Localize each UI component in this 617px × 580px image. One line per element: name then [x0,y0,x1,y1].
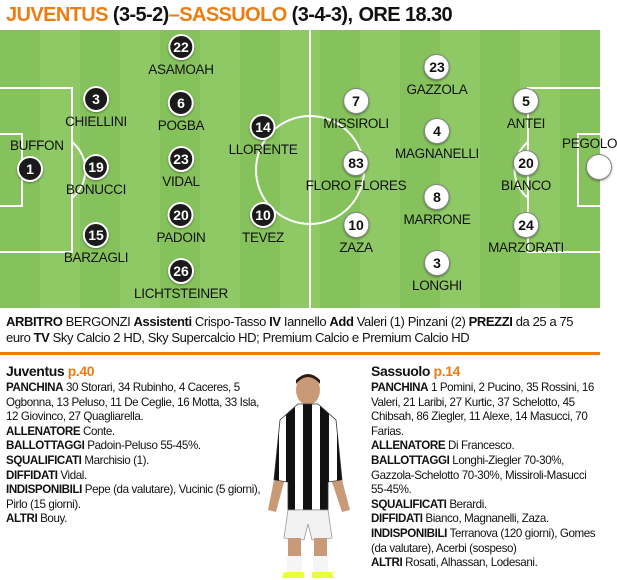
sassuolo-title [371,362,597,380]
player-name: LONGHI [412,278,462,293]
others-line [371,556,597,571]
shirt-number: 10 [250,202,276,228]
warned-label: DIFFIDATI [371,512,423,526]
player-name: CHIELLINI [65,114,127,129]
shirt-number: 10 [343,212,369,238]
player-away-3 [412,250,462,293]
shirt-number: 15 [83,222,109,248]
sassuolo-info [371,362,597,571]
suspended-label: SQUALIFICATI [6,453,82,467]
doubts-value: Longhi-Ziegler 70-30%, Gazzola-Schelotto 70-30%, Missiroli-Masucci 55-45%. [371,453,587,497]
shirt-number: 3 [424,250,450,276]
doubts-label: BALLOTTAGGI [6,439,85,453]
bench-value: 1 Pomini, 2 Pucino, 35 Rossini, 16 Valeri, 21 Laribi, 27 Kurtic, 37 Schelotto, 45 Chibsah, 86 Ziegler, 11 Alexe, 14 Masucci, 70 Farias. [371,381,594,438]
home-formation: (3-5-2) [112,3,169,26]
player-name: MARRONE [403,212,471,227]
referee-label: ARBITRO [6,314,63,329]
player-name: MISSIROLI [323,116,389,131]
away-team-name: SASSUOLO [179,3,287,26]
player-home-14 [229,114,298,157]
player-away-83 [306,150,407,193]
match-header [0,0,600,30]
fourth-official-label: IV [269,314,281,329]
suspended-value: Berardi. [446,497,487,511]
shirt-number: 20 [168,202,194,228]
page-ref: p.14 [433,363,460,379]
juventus-title [6,362,261,380]
player-name: TEVEZ [241,230,285,245]
fourth-official-value: Iannello [280,314,330,329]
doubts-line [371,454,597,498]
unavailable-value: Pepe (da valutare), Vucinic (5 giorni), Pirlo (15 giorni). [6,483,261,511]
unavailable-line [371,527,597,556]
warned-line [371,512,597,527]
assistants-value: Crispo-Tasso [191,314,270,329]
player-name: BARZAGLI [63,250,129,265]
player-name: BIANCO [501,178,551,193]
player-photo [258,360,358,580]
shirt-number: 14 [250,114,276,140]
unavailable-value: Terranova (120 giorni), Gomes (da valutare), Acerbi (sospeso) [371,526,596,555]
player-home-6 [158,90,205,133]
shirt-number: 23 [424,54,450,80]
player-name: MAGNANELLI [394,146,480,161]
warned-line [6,469,261,484]
coach-value: Di Francesco. [445,439,515,453]
warned-value: Vidal. [57,468,87,482]
team-title: Sassuolo [371,363,431,379]
player-name: MARZORATI [488,240,564,255]
page-ref: p.40 [67,363,95,379]
prices-value: da 25 a 75 euro [6,314,574,345]
player-home-1-disc [17,156,43,182]
prices-label: PREZZI [468,314,513,329]
player-away-goalkeeper-disc [586,154,612,180]
player-home-20 [157,202,206,245]
kickoff-time: ORE 18.30 [358,3,452,26]
shirt-number: 3 [83,86,109,112]
unavailable-label: INDISPONIBILI [6,483,82,497]
referee-value: BERGONZI [62,314,134,329]
juventus-info [6,362,261,527]
away-formation: (3-4-3), [291,3,353,26]
suspended-value: Marchisio (1). [81,453,149,467]
player-away-5 [507,88,545,131]
player-name: FLORO FLORES [305,178,407,193]
bench-value: 30 Storari, 34 Rubinho, 4 Caceres, 5 Ogbonna, 13 Peluso, 11 De Ceglie, 16 Motta, 33 Isla, 12 Giovinco, 27 Quagliarella. [6,381,259,424]
others-value: Rosati, Alhassan, Lodesani. [402,556,538,570]
bench-label: PANCHINA [6,381,64,394]
others-label: ALTRI [371,556,403,570]
warned-value: Bianco, Magnanelli, Zaza. [422,512,549,526]
player-home-22 [148,34,213,77]
shirt-number: 6 [168,90,194,116]
shirt-number: 7 [343,88,369,114]
doubts-value: Padoin-Peluso 55-45%. [84,439,201,453]
player-name: LICHTSTEINER [134,286,228,301]
shirt-number: 23 [168,146,194,172]
shirt-number: 22 [168,34,194,60]
player-name: PADOIN [156,230,206,245]
shirt-number: 83 [343,150,369,176]
assistants-label: Assistenti [133,314,192,329]
shirt-number: 26 [168,258,194,284]
player-away-23 [407,54,468,97]
home-team-name: JUVENTUS [6,3,108,26]
match-officials [6,314,596,346]
player-home-15 [64,222,128,265]
shirt-number: 24 [513,212,539,238]
player-away-4 [395,118,479,161]
unavailable-line [6,483,261,512]
suspended-line [371,498,597,513]
player-name: BUFFON [10,138,64,153]
coach-label: ALLENATORE [6,424,81,438]
doubts-line [6,439,261,454]
player-name: PEGOLO [562,136,617,151]
additional-value: Valeri (1) Pinzani (2) [353,314,469,329]
bench-label: PANCHINA [371,381,429,394]
player-home-10 [242,202,284,245]
player-home-23 [162,146,200,189]
player-name: BONUCCI [65,182,127,197]
team-title: Juventus [6,363,65,379]
player-away-goalkeeper [560,136,617,151]
player-away-10 [339,212,372,255]
player-name: ASAMOAH [148,62,214,77]
player-name: GAZZOLA [406,82,468,97]
shirt-number: 1 [17,156,43,182]
player-name: LLORENTE [228,142,298,157]
suspended-label: SQUALIFICATI [371,497,447,511]
others-line [6,512,261,527]
player-name: ZAZA [339,240,373,255]
shirt-number: 20 [513,150,539,176]
coach-value: Conte. [80,424,115,438]
team-separator: – [168,3,180,26]
coach-line [6,425,261,440]
tv-value: Sky Calcio 2 HD, Sky Supercalcio HD; Premium Calcio e Premium Calcio HD [49,330,470,345]
bench-line [371,381,597,439]
player-home-19 [66,154,126,197]
coach-line [371,439,597,454]
player-home-3 [65,86,127,129]
player-away-24 [488,212,564,255]
player-name: VIDAL [162,174,200,189]
pitch [0,30,617,308]
shirt-number: 4 [424,118,450,144]
player-name: ANTEI [506,116,546,131]
doubts-label: BALLOTTAGGI [371,453,450,467]
additional-label: Add [329,314,354,329]
player-name: POGBA [157,118,205,133]
player-home-26 [134,258,228,301]
tv-label: TV [33,330,50,345]
warned-label: DIFFIDATI [6,468,58,482]
player-away-8 [404,184,471,227]
shirt-number: 5 [513,88,539,114]
player-away-7 [323,88,389,131]
unavailable-label: INDISPONIBILI [371,526,447,540]
coach-label: ALLENATORE [371,439,446,453]
others-value: Bouy. [37,512,67,526]
suspended-line [6,454,261,469]
section-divider [0,352,600,355]
others-label: ALTRI [6,512,38,526]
player-away-20 [501,150,551,193]
shirt-number [586,154,612,180]
shirt-number: 8 [424,184,450,210]
shirt-number: 19 [83,154,109,180]
bench-line [6,381,261,425]
